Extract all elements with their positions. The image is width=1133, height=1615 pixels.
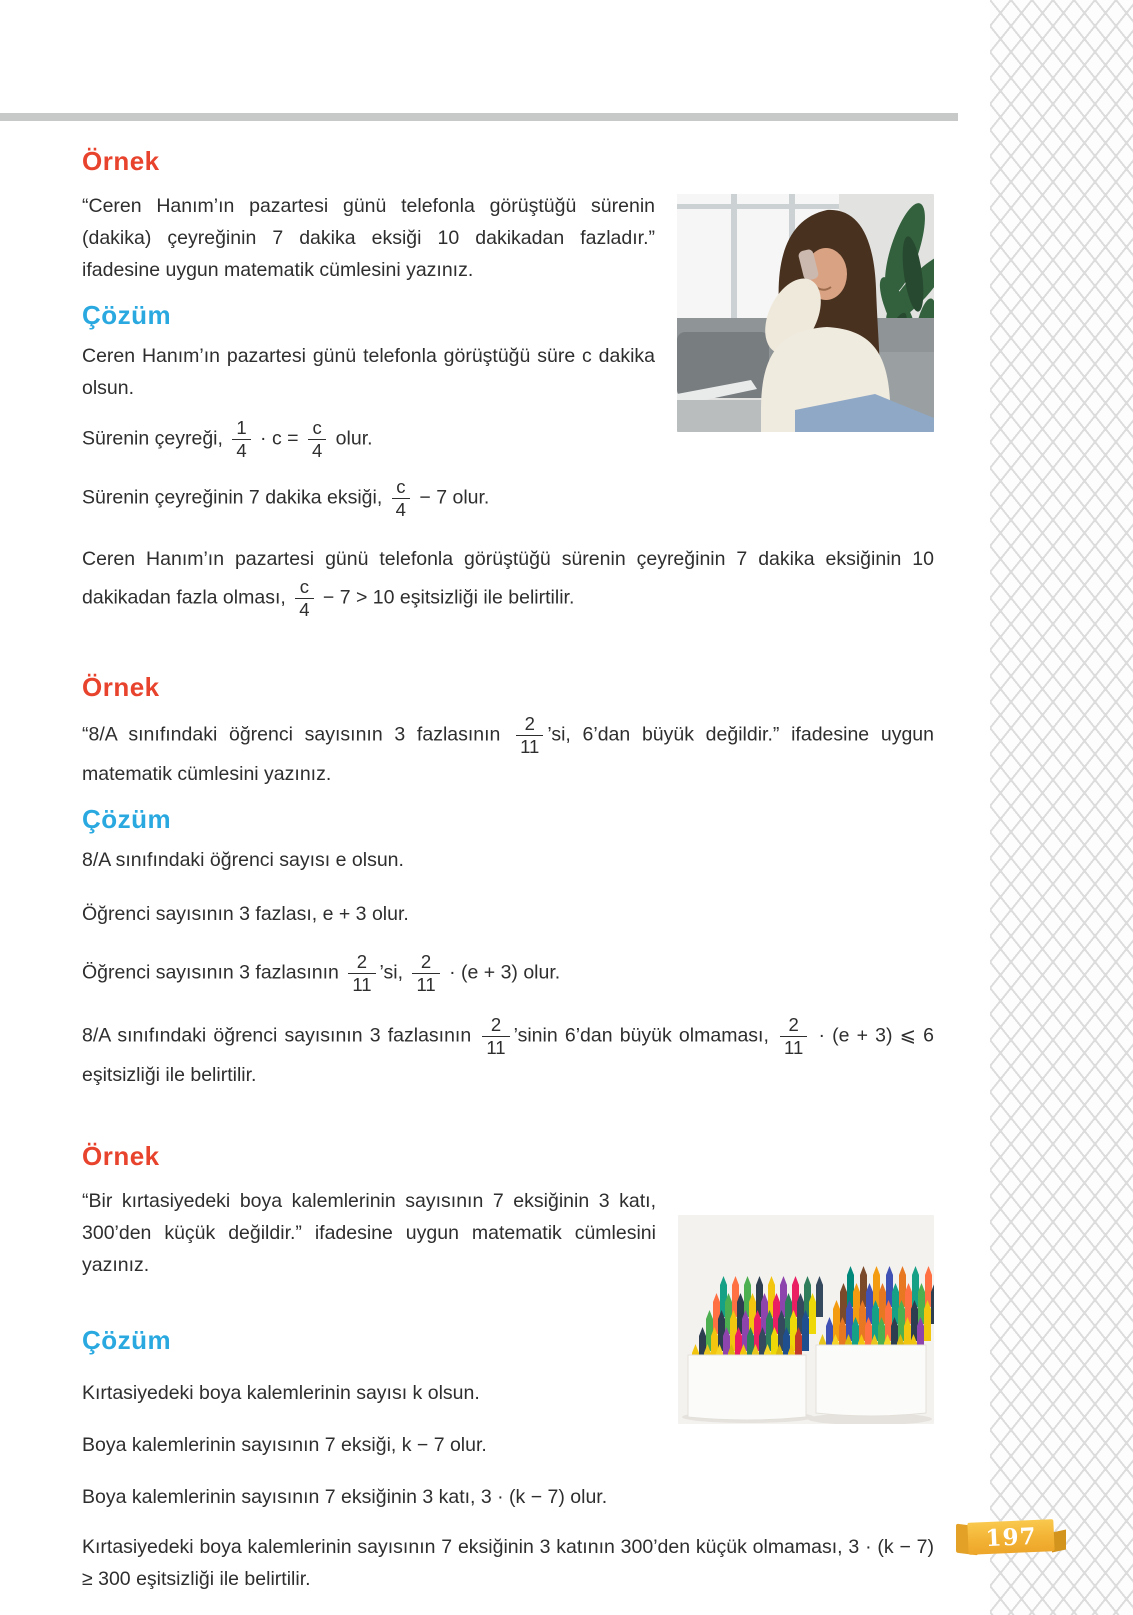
solution-line: 8/A sınıfındaki öğrenci sayısının 3 fazlasının $\frac{2}{11}$ ’sinin 6’dan büyük olmaması, $\frac{2}{11}$ · (e + 3) ⩽ 6 eşitsizliği ile belirtilir.	[82, 1014, 935, 1086]
page-content	[82, 146, 934, 1607]
fraction: $\frac{c}{4}$	[295, 577, 313, 620]
solution-heading: Çözüm	[82, 300, 172, 330]
photo-woman-on-phone	[677, 194, 934, 432]
solution-line: Boya kalemlerinin sayısının 7 eksiği, k − 7 olur.	[82, 1434, 487, 1456]
example-section-2	[82, 672, 934, 1091]
problem-text: “Ceren Hanım’ın pazartesi günü telefonla görüştüğü sürenin (dakika) çeyreğinin 7 dakika eksiği 10 dakikadan fazladır.” ifadesine uygun matematik cümlesini yazınız.	[82, 195, 655, 281]
example-section-3	[82, 1141, 934, 1595]
fraction: $\frac{2}{11}$	[412, 952, 439, 995]
page-number: 197	[984, 1522, 1038, 1552]
solution-line: Öğrenci sayısının 3 fazlası, e + 3 olur.	[82, 903, 409, 925]
fraction: $\frac{2}{11}$	[516, 714, 543, 757]
problem-text: “Bir kırtasiyedeki boya kalemlerinin sayısının 7 eksiğinin 3 katı, 300’den küçük değildir.” ifadesine uygun matematik cümlesini yazınız.	[82, 1190, 656, 1276]
solution-line: Sürenin çeyreğinin 7 dakika eksiği, $\frac{c}{4}$ − 7 olur.	[82, 476, 490, 520]
page-number-ribbon	[956, 1518, 1068, 1558]
solution-line: 8/A sınıfındaki öğrenci sayısı e olsun.	[82, 849, 404, 871]
diamond-pattern-strip	[990, 0, 1133, 1615]
example-section-1	[82, 146, 934, 622]
solution-heading: Çözüm	[82, 1325, 172, 1355]
fraction: $\frac{c}{4}$	[308, 418, 326, 461]
fraction: $\frac{2}{11}$	[482, 1015, 509, 1058]
example-heading: Örnek	[82, 672, 160, 702]
solution-heading: Çözüm	[82, 804, 172, 834]
solution-line: Kırtasiyedeki boya kalemlerinin sayısı k olsun.	[82, 1382, 480, 1404]
solution-line: Sürenin çeyreği, $\frac{1}{4}$ · c = $\frac{c}{4}$ olur.	[82, 417, 373, 461]
solution-line: Boya kalemlerinin sayısının 7 eksiğinin 3 katı, 3 · (k − 7) olur.	[82, 1486, 608, 1508]
fraction: $\frac{c}{4}$	[392, 477, 410, 520]
example-heading: Örnek	[82, 1141, 160, 1171]
fraction: $\frac{2}{11}$	[780, 1015, 807, 1058]
fraction: $\frac{2}{11}$	[348, 952, 375, 995]
example-heading: Örnek	[82, 146, 160, 176]
photo-crayon-boxes	[678, 1215, 934, 1424]
fraction: $\frac{1}{4}$	[232, 418, 250, 461]
solution-line: Öğrenci sayısının 3 fazlasının $\frac{2}{11}$ ’si, $\frac{2}{11}$ · (e + 3) olur.	[82, 951, 561, 995]
solution-line: Kırtasiyedeki boya kalemlerinin sayısının 7 eksiğinin 3 katının 300’den küçük olmaması, 3 · (k − 7) ≥ 300 eşitsizliği ile belirtilir.	[82, 1536, 934, 1590]
problem-text: “8/A sınıfındaki öğrenci sayısının 3 fazlasının $\frac{2}{11}$ ’si, 6’dan büyük değildir.” ifadesine uygun matematik cümlesini yazınız.	[82, 713, 934, 785]
solution-line: Ceren Hanım’ın pazartesi günü telefonla görüştüğü süre c dakika olsun.	[82, 345, 655, 399]
solution-line: Ceren Hanım’ın pazartesi günü telefonla görüştüğü sürenin çeyreğinin 7 dakika eksiğinin 10 dakikadan fazla olması, $\frac{c}{4}$ − 7 > 10 eşitsizliği ile belirtilir.	[82, 548, 934, 620]
ribbon-band	[967, 1519, 1054, 1555]
header-rule	[0, 113, 958, 121]
